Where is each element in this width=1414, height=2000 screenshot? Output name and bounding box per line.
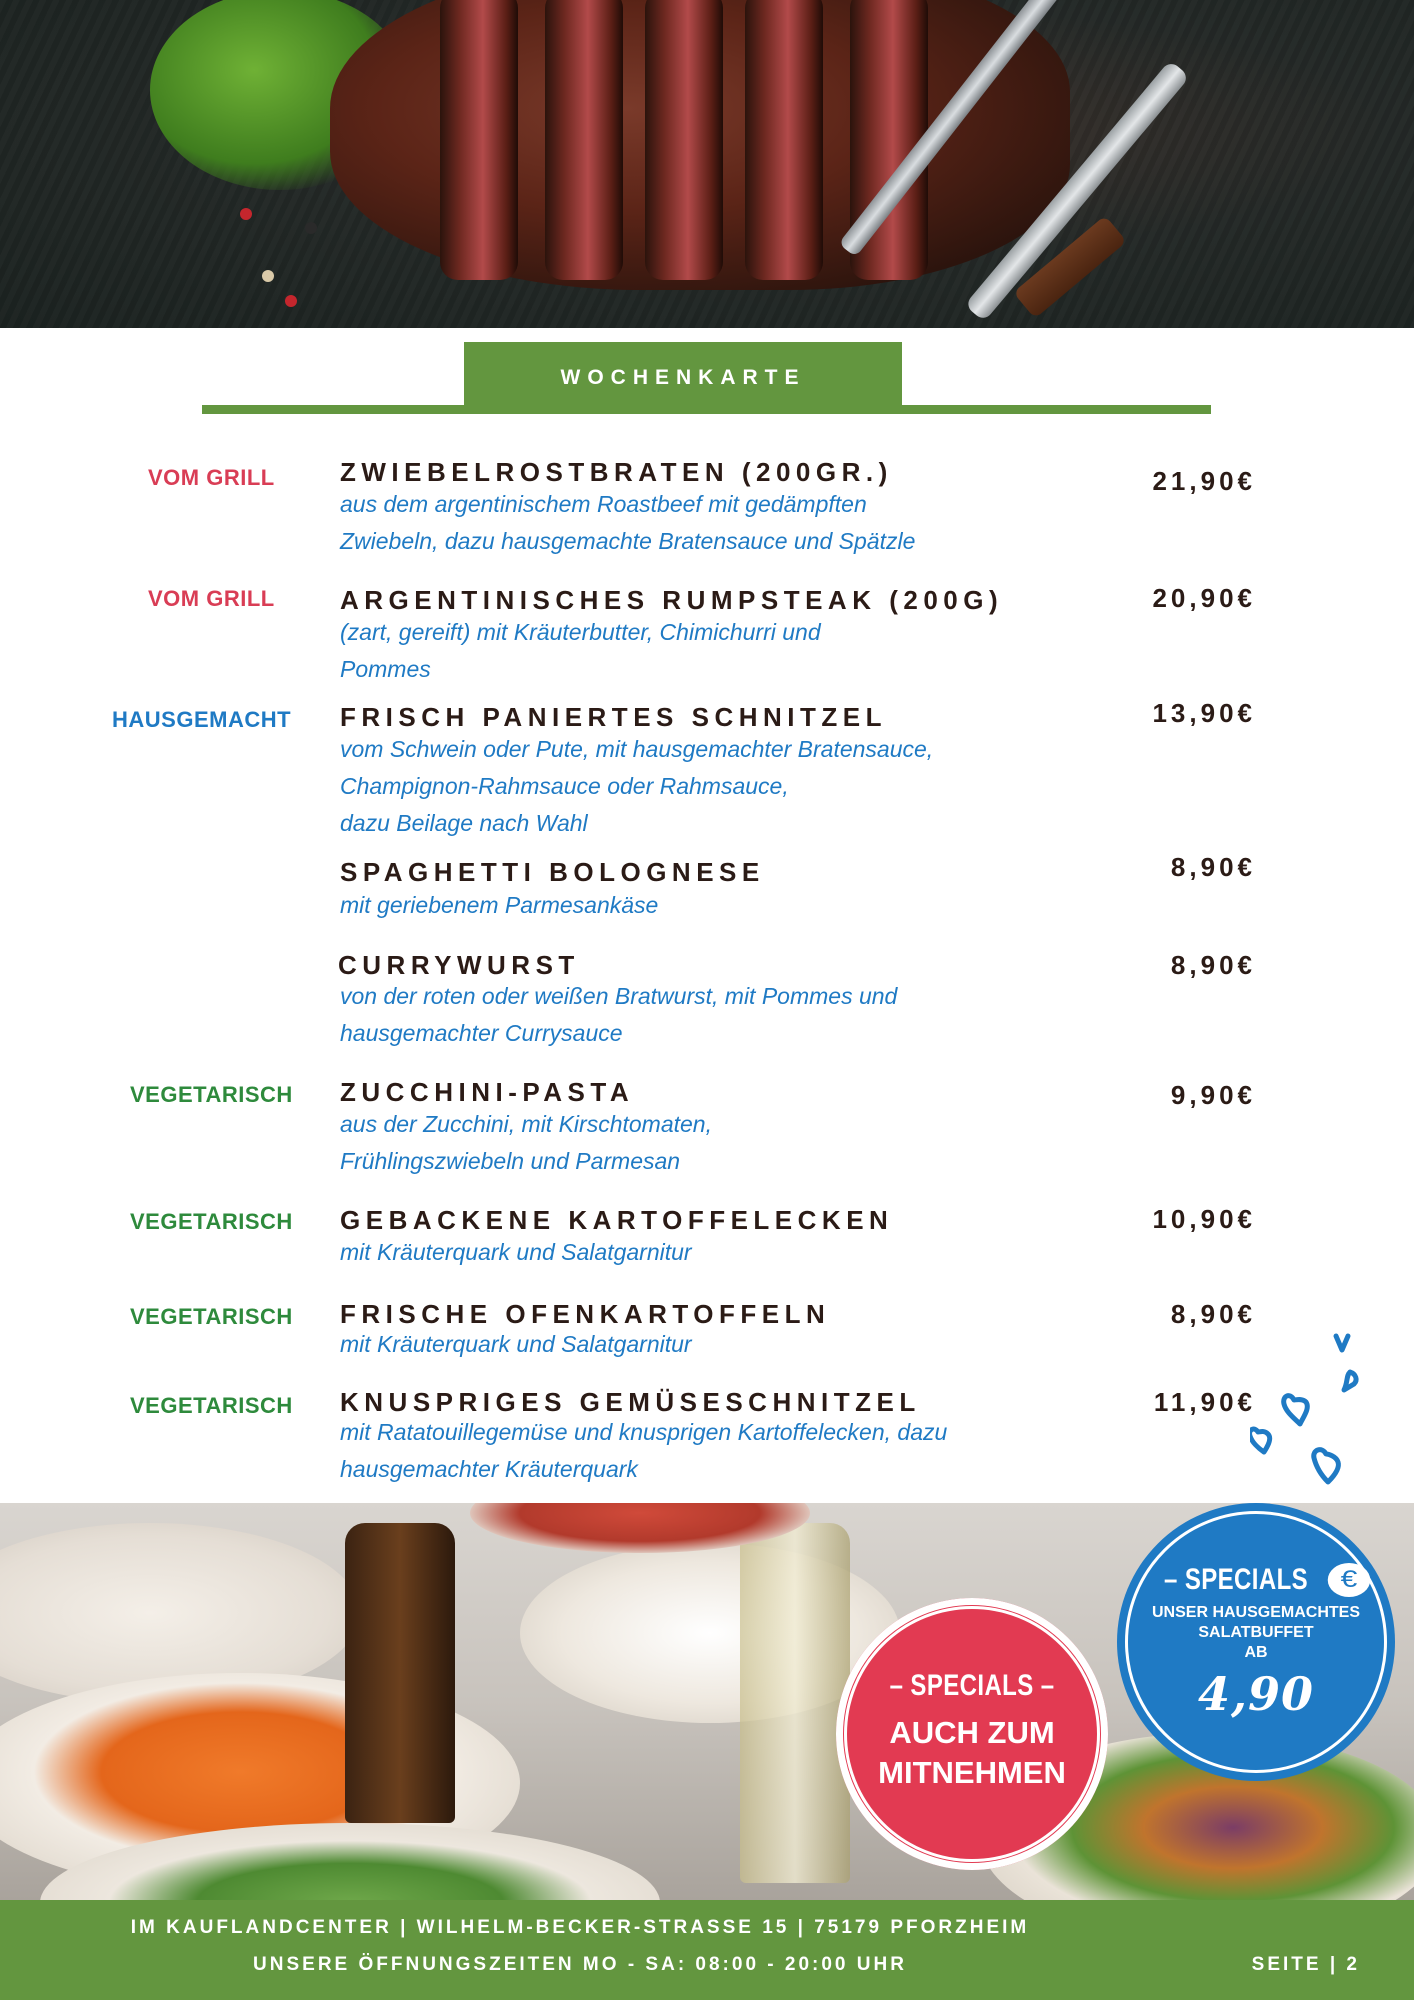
menu-tag: VOM GRILL bbox=[148, 586, 275, 611]
dish-price: 8,90€ bbox=[1170, 1299, 1256, 1329]
dish-name: CURRYWURST bbox=[338, 950, 580, 980]
dish-description: mit Kräuterquark und Salatgarnitur bbox=[340, 1239, 692, 1265]
menu-tag: VEGETARISCH bbox=[130, 1393, 293, 1418]
dish-price: 10,90€ bbox=[1152, 1204, 1256, 1234]
hero-steak-photo bbox=[0, 0, 1414, 328]
footer-address: IM KAUFLANDCENTER | WILHELM-BECKER-STRASSE 15 | 75179 PFORZHEIM bbox=[130, 1917, 1030, 1938]
dish-price: 13,90€ bbox=[1152, 698, 1256, 728]
dish-price: 20,90€ bbox=[1152, 583, 1256, 613]
dish-name: SPAGHETTI BOLOGNESE bbox=[340, 857, 765, 887]
salad-line3: AB bbox=[1244, 1644, 1268, 1661]
specials-label: – SPECIALS bbox=[1163, 1563, 1309, 1596]
menu-tag: VOM GRILL bbox=[148, 465, 275, 490]
salad-line2: SALATBUFFET bbox=[1198, 1624, 1314, 1641]
euro-icon: € bbox=[1328, 1563, 1371, 1597]
dish-name: FRISCHE OFENKARTOFFELN bbox=[340, 1299, 831, 1329]
footer-opening-hours: UNSERE ÖFFNUNGSZEITEN MO - SA: 08:00 - 20:00 UHR bbox=[253, 1954, 907, 1975]
dish-description: mit geriebenem Parmesankäse bbox=[340, 892, 659, 918]
dish-price: 8,90€ bbox=[1170, 852, 1256, 882]
page-number: SEITE | 2 bbox=[1251, 1954, 1360, 1975]
menu-tag: VEGETARISCH bbox=[130, 1304, 293, 1329]
takeaway-line2: MITNEHMEN bbox=[878, 1755, 1066, 1790]
dish-price: 8,90€ bbox=[1170, 950, 1256, 980]
dish-description: aus der Zucchini, mit Kirschtomaten, Frühlingszwiebeln und Parmesan bbox=[340, 1111, 712, 1174]
dish-name: KNUSPRIGES GEMÜSESCHNITZEL bbox=[340, 1387, 921, 1417]
title-banner bbox=[464, 342, 902, 414]
dish-description: mit Ratatouillegemüse und knusprigen Kartoffelecken, dazu hausgemachter Kräuterquark bbox=[340, 1419, 948, 1482]
salad-line1: UNSER HAUSGEMACHTES bbox=[1151, 1604, 1360, 1621]
page-title: WOCHENKARTE bbox=[560, 366, 806, 389]
menu-tag: HAUSGEMACHT bbox=[112, 707, 292, 732]
dish-description: (zart, gereift) mit Kräuterbutter, Chimichurri und Pommes bbox=[340, 619, 821, 682]
heart-icon bbox=[1250, 1330, 1380, 1490]
dish-name: ARGENTINISCHES RUMPSTEAK (200G) bbox=[340, 585, 1004, 615]
dish-description: mit Kräuterquark und Salatgarnitur bbox=[340, 1331, 692, 1357]
dish-price: 9,90€ bbox=[1170, 1080, 1256, 1110]
takeaway-line1: AUCH ZUM bbox=[889, 1715, 1055, 1750]
dish-name: FRISCH PANIERTES SCHNITZEL bbox=[340, 702, 887, 732]
menu-tag: VEGETARISCH bbox=[130, 1209, 293, 1234]
dish-name: ZWIEBELROSTBRATEN (200GR.) bbox=[340, 457, 893, 487]
footer bbox=[0, 1900, 1414, 2000]
salad-buffet-badge bbox=[1117, 1503, 1395, 1781]
dish-description: von der roten oder weißen Bratwurst, mit Pommes und hausgemachter Currysauce bbox=[340, 983, 898, 1046]
dish-name: ZUCCHINI-PASTA bbox=[340, 1077, 635, 1107]
specials-label: – SPECIALS – bbox=[889, 1669, 1055, 1702]
dish-name: GEBACKENE KARTOFFELECKEN bbox=[340, 1205, 894, 1235]
dish-description: vom Schwein oder Pute, mit hausgemachter Bratensauce, Champignon-Rahmsauce oder Rahmsauce, dazu Beilage nach Wahl bbox=[340, 736, 934, 836]
dish-price: 21,90€ bbox=[1152, 466, 1256, 496]
salad-price: 4,90 bbox=[1197, 1667, 1315, 1721]
dish-price: 11,90€ bbox=[1153, 1387, 1256, 1417]
takeaway-badge bbox=[836, 1598, 1108, 1870]
menu-tag: VEGETARISCH bbox=[130, 1082, 293, 1107]
dish-description: aus dem argentinischem Roastbeef mit gedämpften Zwiebeln, dazu hausgemachte Bratensauce und Spätzle bbox=[340, 491, 916, 554]
